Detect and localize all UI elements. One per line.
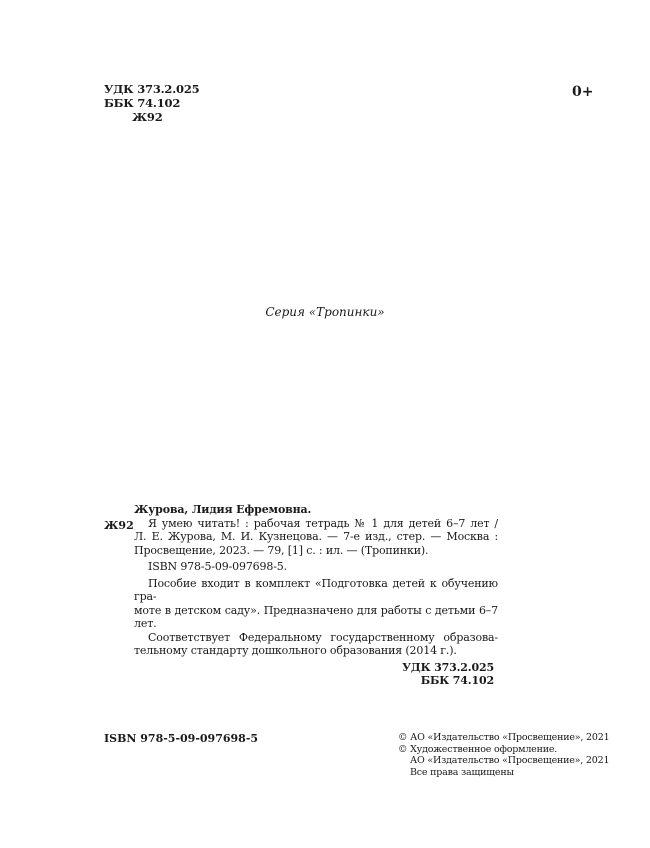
udk-code: УДК 373.2.025: [104, 82, 200, 96]
copyright-block: [398, 732, 609, 778]
age-rating: 0+: [572, 84, 594, 100]
catalog-isbn: ISBN 978-5-09-097698-5.: [148, 560, 287, 573]
annotation-line: Соответствует Федеральному государственному образова-: [148, 630, 498, 644]
catalog-udk: УДК 373.2.025: [402, 660, 494, 674]
copyright-line: © Художественное оформление.: [398, 743, 558, 755]
annotation-line: моте в детском саду». Предназначено для работы с детьми 6–7 лет.: [134, 603, 498, 630]
annotation-line: Пособие входит в комплект «Подготовка детей к обучению гра-: [134, 576, 498, 603]
description-line: Я умею читать! : рабочая тетрадь № 1 для детей 6–7 лет /: [148, 516, 498, 530]
catalog-author-sign: Ж92: [104, 519, 134, 532]
description-line: Просвещение, 2023. — 79, [1] с. : ил. — (Тропинки).: [134, 543, 429, 557]
copyright-line: Все права защищены: [410, 766, 514, 778]
catalog-bbk: ББК 74.102: [420, 674, 494, 687]
catalog-codes: [134, 661, 498, 688]
copyright-line: АО «Издательство «Просвещение», 2021: [410, 755, 610, 766]
description-line: Л. Е. Журова, М. И. Кузнецова. — 7-е изд., стер. — Москва :: [134, 530, 498, 543]
catalog-card: [134, 503, 498, 688]
copyright-line: © АО «Издательство «Просвещение», 2021: [398, 732, 610, 743]
series-title: Серия «Тропинки»: [265, 305, 385, 319]
classification-codes-top: [104, 82, 199, 124]
annotation-line: тельному стандарту дошкольного образования (2014 г.).: [134, 644, 457, 657]
author-sign: Ж92: [132, 110, 163, 124]
bbk-code: ББК 74.102: [104, 96, 181, 110]
footer-isbn: ISBN 978-5-09-097698-5: [104, 732, 259, 745]
catalog-author: Журова, Лидия Ефремовна.: [134, 503, 312, 516]
